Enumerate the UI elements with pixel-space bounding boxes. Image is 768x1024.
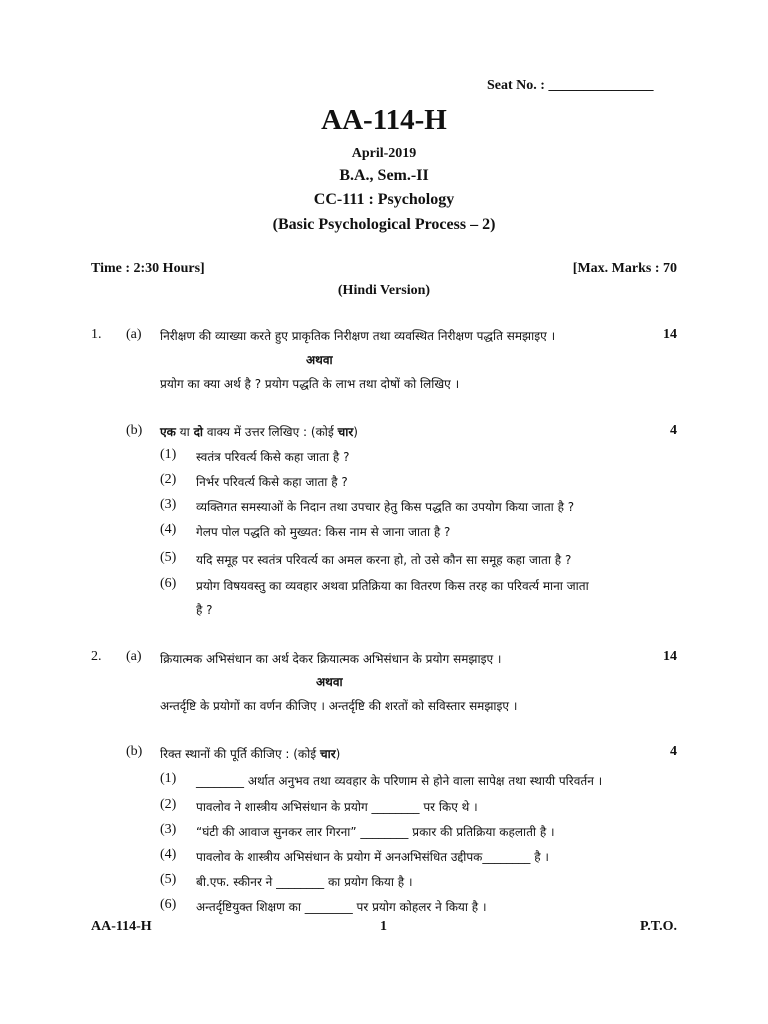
q2b-item-text: “घंटी की आवाज सुनकर लार गिरना” ________ प्रकार की प्रतिक्रिया कहलाती है । — [196, 825, 555, 839]
subject-name: CC-111 : Psychology — [313, 191, 455, 208]
q1b-item-number: (2) — [160, 472, 177, 487]
q2a-marks: 14 — [663, 649, 677, 664]
q1b-instr-part: ) — [353, 425, 358, 439]
footer-pto: P.T.O. — [640, 919, 677, 934]
q2b-item-number: (4) — [160, 847, 177, 862]
q2b-instr-part: ) — [335, 747, 341, 761]
q2b-item-number: (6) — [160, 897, 177, 912]
q1b-marks: 4 — [670, 423, 677, 438]
paper-code-title: AA-114-H — [321, 104, 447, 136]
q1b-instr-part: वाक्य में उत्तर लिखिए : (कोई — [203, 425, 338, 439]
q1b-item-text: निर्भर परिवर्त्य किसे कहा जाता है ? — [196, 475, 348, 489]
q2a-alternative: अन्तर्दृष्टि के प्रयोगों का वर्णन कीजिए । अन्तर्दृष्टि की शरतों को सविस्तार समझाइए । — [160, 699, 518, 713]
question-2-number: 2. — [91, 649, 102, 664]
seat-number-label — [487, 78, 653, 94]
q2b-item-number: (3) — [160, 822, 177, 837]
q1a-or: अथवा — [306, 353, 333, 367]
q2b-item-number: (5) — [160, 872, 177, 887]
q2a-text: क्रियात्मक अभिसंधान का अर्थ देकर क्रियात्मक अभिसंधान के प्रयोग समझाइए । — [160, 652, 502, 666]
q1b-item-number: (3) — [160, 497, 177, 512]
q1b-item-number: (4) — [160, 522, 177, 537]
footer-paper-code: AA-114-H — [91, 919, 152, 934]
q1b-item-number: (5) — [160, 550, 177, 565]
exam-session: April-2019 — [351, 146, 417, 161]
q1b-instruction — [160, 423, 358, 440]
max-marks-info: [Max. Marks : 70 — [572, 261, 677, 276]
time-info: Time : 2:30 Hours] — [91, 261, 205, 276]
q2a-label: (a) — [126, 649, 142, 664]
q1b-item-text: व्यक्तिगत समस्याओं के निदान तथा उपचार हेतु किस पद्धति का उपयोग किया जाता है ? — [196, 500, 575, 514]
q2b-item-text: अन्तर्दृष्टियुक्त शिक्षण का ________ पर प्रयोग कोहलर ने किया है । — [196, 900, 487, 914]
q1b-item-text-continued: है ? — [196, 603, 213, 617]
q1b-item-text: प्रयोग विषयवस्तु का व्यवहार अथवा प्रतिक्रिया का वितरण किस तरह का परिवर्त्य माना जाता — [196, 579, 589, 593]
q1b-instr-part: दो — [193, 425, 204, 439]
q2a-or: अथवा — [316, 675, 343, 689]
q2b-marks: 4 — [670, 744, 677, 759]
q1a-alternative: प्रयोग का क्या अर्थ है ? प्रयोग पद्धति के लाभ तथा दोषों को लिखिए । — [160, 377, 460, 391]
q1b-item-text: स्वतंत्र परिवर्त्य किसे कहा जाता है ? — [196, 450, 350, 464]
seat-blank: _______________ — [548, 78, 654, 93]
q2b-item-text: पावलोव ने शास्त्रीय अभिसंधान के प्रयोग ________ पर किए थे । — [196, 800, 478, 814]
q2b-item-text: पावलोव के शास्त्रीय अभिसंधान के प्रयोग में अनअभिसंधित उद्दीपक________ है । — [196, 850, 549, 864]
q1a-marks: 14 — [663, 327, 677, 342]
q2b-item-text: ________ अर्थात अनुभव तथा व्यवहार के परिणाम से होने वाला सापेक्ष तथा स्थायी परिवर्तन । — [196, 774, 603, 788]
question-1-number: 1. — [91, 327, 102, 342]
q2b-instr-part: चार — [319, 747, 336, 761]
q2b-item-number: (2) — [160, 797, 177, 812]
seat-label-text: Seat No. : — [487, 78, 545, 93]
q2b-item-text: बी.एफ. स्कीनर ने ________ का प्रयोग किया है । — [196, 875, 413, 889]
q1b-instr-part: एक — [160, 425, 176, 439]
q1a-label: (a) — [126, 327, 142, 342]
q1b-item-number: (1) — [160, 447, 177, 462]
q1b-instr-part: चार — [337, 425, 354, 439]
q1b-instr-part: या — [175, 425, 194, 439]
q2b-item-number: (1) — [160, 771, 177, 786]
q1b-item-text: गेलप पोल पद्धति को मुख्यत: किस नाम से जाना जाता है ? — [196, 525, 451, 539]
paper-subtitle: (Basic Psychological Process – 2) — [272, 216, 496, 233]
q1b-label: (b) — [126, 423, 143, 438]
q1a-text: निरीक्षण की व्याख्या करते हुए प्राकृतिक निरीक्षण तथा व्यवस्थित निरीक्षण पद्धति समझाइए । — [160, 329, 556, 343]
q2b-instruction — [160, 745, 340, 762]
q2b-instr-part: रिक्त स्थानों की पूर्ति कीजिए : (कोई — [160, 747, 320, 761]
q1b-item-text: यदि समूह पर स्वतंत्र परिवर्त्य का अमल करना हो, तो उसे कौन सा समूह कहा जाता है ? — [196, 553, 572, 567]
version-info: (Hindi Version) — [337, 283, 431, 298]
footer-page-number: 1 — [380, 919, 387, 934]
course-name: B.A., Sem.-II — [339, 167, 429, 184]
q1b-item-number: (6) — [160, 576, 177, 591]
q2b-label: (b) — [126, 744, 143, 759]
